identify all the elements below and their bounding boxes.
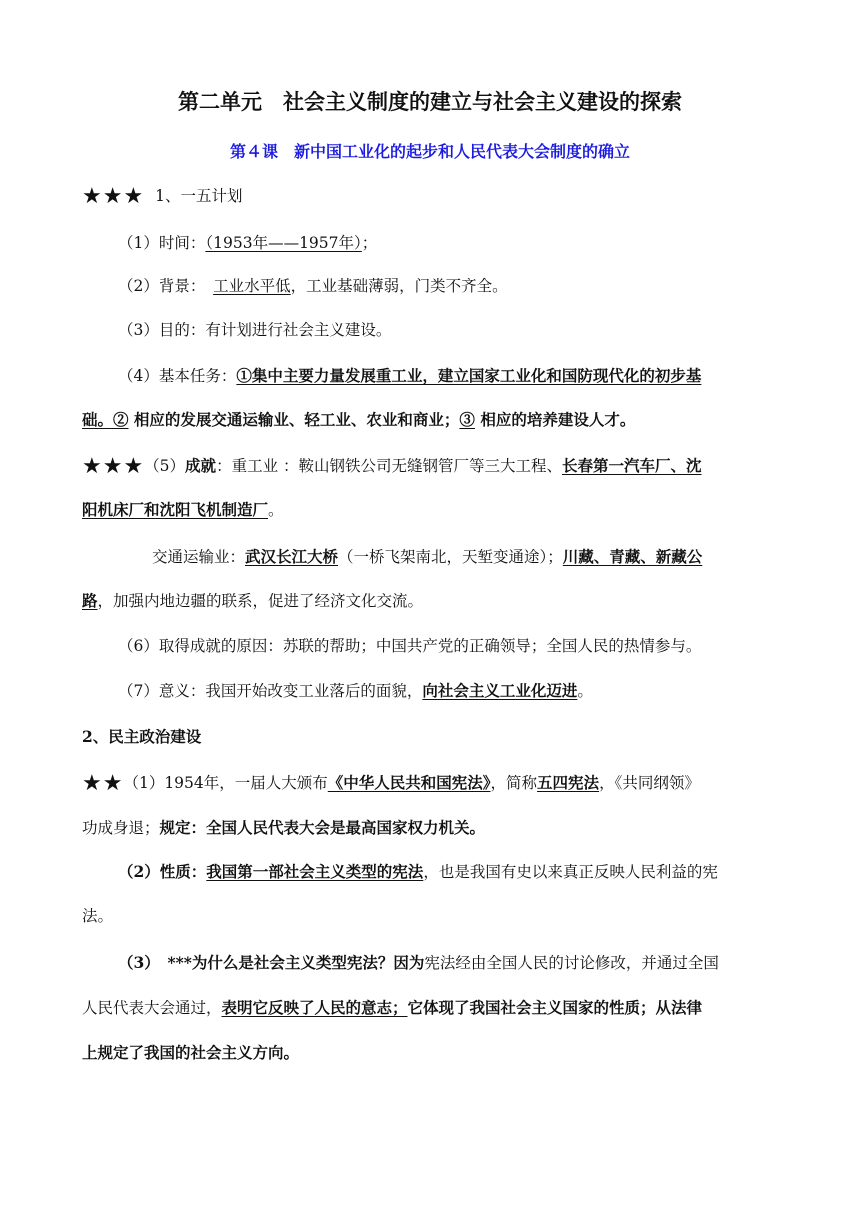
section2-heading: 2、民主政治建设 [82, 727, 202, 746]
transport-line2 [82, 591, 423, 611]
why-answer-will: 表明它反映了人民的意志； [221, 998, 408, 1017]
achievement-number: （5） [144, 457, 186, 475]
importance-stars: ★★★ [82, 184, 145, 209]
nature-label: （2）性质： [118, 862, 207, 881]
purpose-item: （3）目的：有计划进行社会主义建设。 [118, 321, 392, 339]
time-punct: ； [361, 234, 378, 252]
task-label: （4）基本任务： [118, 367, 237, 385]
importance-stars: ★★ [82, 771, 124, 796]
nature-rest: ，也是我国有史以来真正反映人民利益的宪 [423, 863, 718, 881]
constitution-intro: （1）1954年，一届人大颁布 [123, 774, 328, 792]
why-question: （3） ***为什么是社会主义类型宪法？因为 [118, 953, 425, 972]
why-line2 [82, 998, 702, 1018]
achievement-factories: 长春第一汽车厂、沈 [562, 456, 702, 475]
achievement-factories-cont: 阳机床厂和沈阳飞机制造厂 [82, 500, 269, 519]
task-point1: ①集中主要力量发展重工业，建立国家工业化和国防现代化的初步基 [236, 366, 702, 385]
nature-line1 [118, 862, 718, 882]
constitution-line2 [82, 818, 485, 838]
constitution-name: 《中华人民共和国宪法》 [327, 773, 491, 792]
task-point3: 相应的培养建设人才。 [474, 410, 636, 429]
time-value: （1953年——1957年） [205, 234, 362, 252]
significance-text: （7）意义：我国开始改变工业落后的面貌， [118, 682, 423, 700]
why-line1 [118, 953, 719, 973]
constitution-provision: 规定：全国人民代表大会是最高国家权力机关。 [159, 818, 486, 837]
time-label: （1）时间： [118, 234, 206, 252]
transport-label: 交通运输业： [152, 548, 246, 566]
why-answer-nature: 它体现了我国社会主义国家的性质；从法律 [407, 998, 703, 1017]
background-label: （2）背景： [118, 277, 214, 295]
achievement-line2 [82, 500, 284, 520]
constitution-short-label: ，简称 [490, 774, 538, 792]
achievement-punct: 。 [268, 501, 284, 519]
task-point2: 相应的发展交通运输业、轻工业、农业和商业； [128, 410, 460, 429]
transport-highways: 川藏、青藏、新藏公 [562, 547, 703, 566]
importance-stars: ★★★ [82, 454, 145, 479]
task-point3-marker: ③ [459, 410, 475, 429]
task-point1-end: 础。② [82, 410, 129, 429]
constitution-short-name: 五四宪法 [537, 773, 600, 792]
significance-key: 向社会主义工业化迈进 [422, 681, 578, 700]
common-program: ，《共同纲领》 [599, 774, 700, 792]
transport-effect: ，加强内地边疆的联系，促进了经济文化交流。 [97, 592, 424, 610]
achievement-line1 [82, 456, 702, 477]
transport-highways-end: 路 [82, 591, 98, 610]
reason-item: （6）取得成就的原因：苏联的帮助；中国共产党的正确领导；全国人民的热情参与。 [118, 637, 702, 655]
background-item [118, 276, 508, 296]
section1-heading: 1、一五计划 [155, 187, 243, 205]
common-program-end: 功成身退； [82, 819, 160, 837]
background-key: 工业水平低 [213, 277, 291, 295]
time-item [118, 233, 377, 253]
why-answer-part1: 宪法经由全国人民的讨论修改，并通过全国 [424, 954, 719, 972]
task-item-line2 [82, 410, 635, 430]
significance-item [118, 681, 593, 701]
unit-title: 第二单元 社会主义制度的建立与社会主义建设的探索 [178, 89, 682, 114]
constitution-line1 [82, 773, 700, 794]
transport-bridge-note: （一桥飞架南北，天堑变通途）； [338, 548, 563, 566]
section1-heading-line [82, 186, 242, 207]
why-line3: 上规定了我国的社会主义方向。 [82, 1043, 300, 1062]
nature-line2: 法。 [82, 907, 114, 925]
lesson-subtitle: 第４课 新中国工业化的起步和人民代表大会制度的确立 [229, 142, 630, 161]
why-answer-part2: 人民代表大会通过， [82, 999, 222, 1017]
achievement-heavy-industry: ：重工业 ：鞍山钢铁公司无缝钢管厂等三大工程、 [216, 457, 562, 475]
significance-punct: 。 [577, 682, 593, 700]
nature-key: 我国第一部社会主义类型的宪法 [206, 862, 424, 881]
transport-bridge: 武汉长江大桥 [245, 547, 339, 566]
achievement-label: 成就 [185, 456, 217, 475]
task-item-line1 [118, 366, 701, 386]
background-rest: ，工业基础薄弱，门类不齐全。 [290, 277, 508, 295]
transport-line1 [152, 547, 702, 567]
